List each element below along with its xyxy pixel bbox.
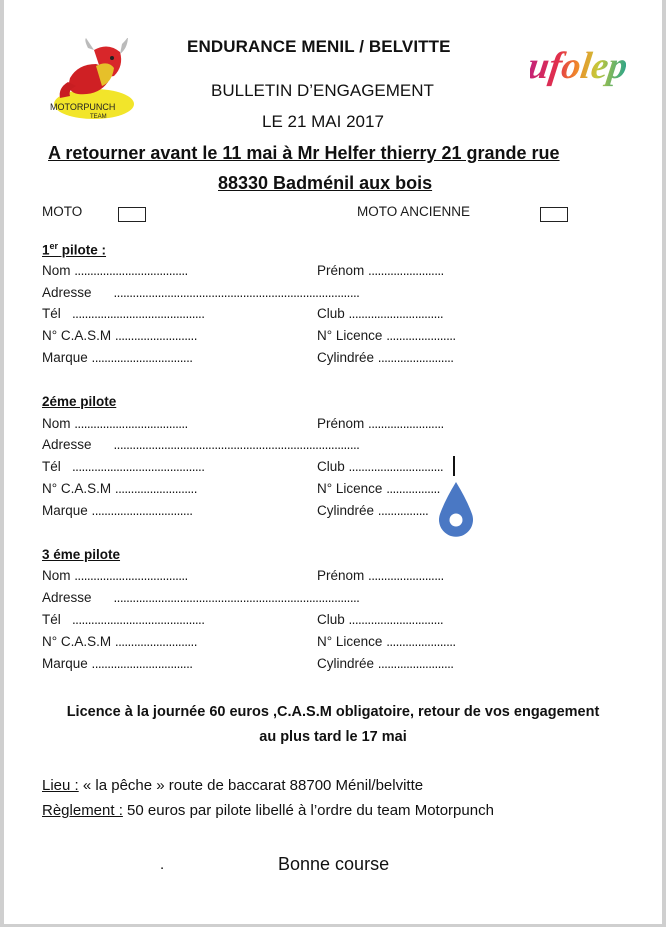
- prenom-field[interactable]: Prénom ........................: [317, 416, 444, 431]
- casm-field[interactable]: N° C.A.S.M ..........................: [42, 328, 197, 343]
- motorpunch-logo: [48, 38, 152, 126]
- lieu-value: « la pêche » route de baccarat 88700 Ménil/belvitte: [78, 777, 424, 794]
- svg-text:TEAM: TEAM: [90, 114, 107, 120]
- drop-handle-icon: [437, 480, 475, 540]
- closing-text: Bonne course: [278, 854, 390, 874]
- cylindree-field[interactable]: Cylindrée ................: [317, 503, 429, 518]
- club-field[interactable]: Club ..............................: [317, 612, 444, 627]
- nom-field[interactable]: Nom ....................................: [42, 416, 188, 431]
- pilot-1-heading: 1er pilote :: [42, 241, 107, 258]
- text-cursor: [453, 456, 455, 476]
- cylindree-field[interactable]: Cylindrée ........................: [317, 350, 454, 365]
- tel-field[interactable]: Tél ..........................................: [42, 459, 205, 474]
- prenom-field[interactable]: Prénom ........................: [317, 263, 444, 278]
- marque-field[interactable]: Marque ................................: [42, 350, 193, 365]
- lieu-label: Lieu :: [42, 777, 79, 794]
- licence-field[interactable]: N° Licence ......................: [317, 634, 456, 649]
- club-field[interactable]: Club ..............................: [317, 459, 444, 474]
- casm-field[interactable]: N° C.A.S.M ..........................: [42, 481, 197, 496]
- return-instructions-line1: A retourner avant le 11 mai à Mr Helfer thierry 21 grande rue: [48, 143, 560, 163]
- nom-field[interactable]: Nom ....................................: [42, 263, 188, 278]
- nom-field[interactable]: Nom ....................................: [42, 568, 188, 583]
- tel-field[interactable]: Tél ..........................................: [42, 612, 205, 627]
- tel-field[interactable]: Tél ..........................................: [42, 306, 205, 321]
- moto-ancienne-label: MOTO ANCIENNE: [357, 204, 471, 219]
- licence-note-line2: au plus tard le 17 mai: [259, 729, 407, 745]
- casm-field[interactable]: N° C.A.S.M ..........................: [42, 634, 197, 649]
- ufolep-logo: [530, 38, 626, 110]
- moto-checkbox[interactable]: [118, 207, 146, 222]
- club-field[interactable]: Club ..............................: [317, 306, 444, 321]
- form-subtitle: BULLETIN D’ENGAGEMENT: [211, 81, 434, 100]
- selection-handle[interactable]: [437, 480, 475, 540]
- moto-label: MOTO: [42, 204, 83, 219]
- reglement-label: Règlement :: [42, 802, 123, 819]
- marque-field[interactable]: Marque ................................: [42, 656, 193, 671]
- adresse-field[interactable]: Adresse ..............................................................................: [42, 590, 360, 605]
- lieu-line: [42, 777, 423, 794]
- adresse-field[interactable]: Adresse ..............................................................................: [42, 437, 360, 452]
- pilot-2-heading: 2éme pilote: [42, 394, 117, 409]
- pilot-3-heading: 3 éme pilote: [42, 547, 121, 562]
- event-title: ENDURANCE MENIL / BELVITTE: [187, 37, 451, 56]
- cylindree-field[interactable]: Cylindrée ........................: [317, 656, 454, 671]
- reglement-value: 50 euros par pilote libellé à l’ordre du team Motorpunch: [122, 802, 494, 819]
- reglement-line: [42, 802, 494, 819]
- motorpunch-devil-icon: [48, 38, 152, 126]
- licence-note-line1: Licence à la journée 60 euros ,C.A.S.M obligatoire, retour de vos engagement: [66, 704, 600, 720]
- stray-dot: .: [160, 856, 165, 873]
- marque-field[interactable]: Marque ................................: [42, 503, 193, 518]
- moto-ancienne-checkbox[interactable]: [540, 207, 568, 222]
- licence-field[interactable]: N° Licence .................: [317, 481, 440, 496]
- adresse-field[interactable]: Adresse ..............................................................................: [42, 285, 360, 300]
- prenom-field[interactable]: Prénom ........................: [317, 568, 444, 583]
- event-date: LE 21 MAI 2017: [262, 112, 384, 131]
- svg-text:MOTORPUNCH: MOTORPUNCH: [50, 102, 116, 112]
- svg-text:ufolep: ufolep: [530, 45, 626, 87]
- licence-field[interactable]: N° Licence ......................: [317, 328, 456, 343]
- return-instructions-line2: 88330 Badménil aux bois: [218, 173, 433, 193]
